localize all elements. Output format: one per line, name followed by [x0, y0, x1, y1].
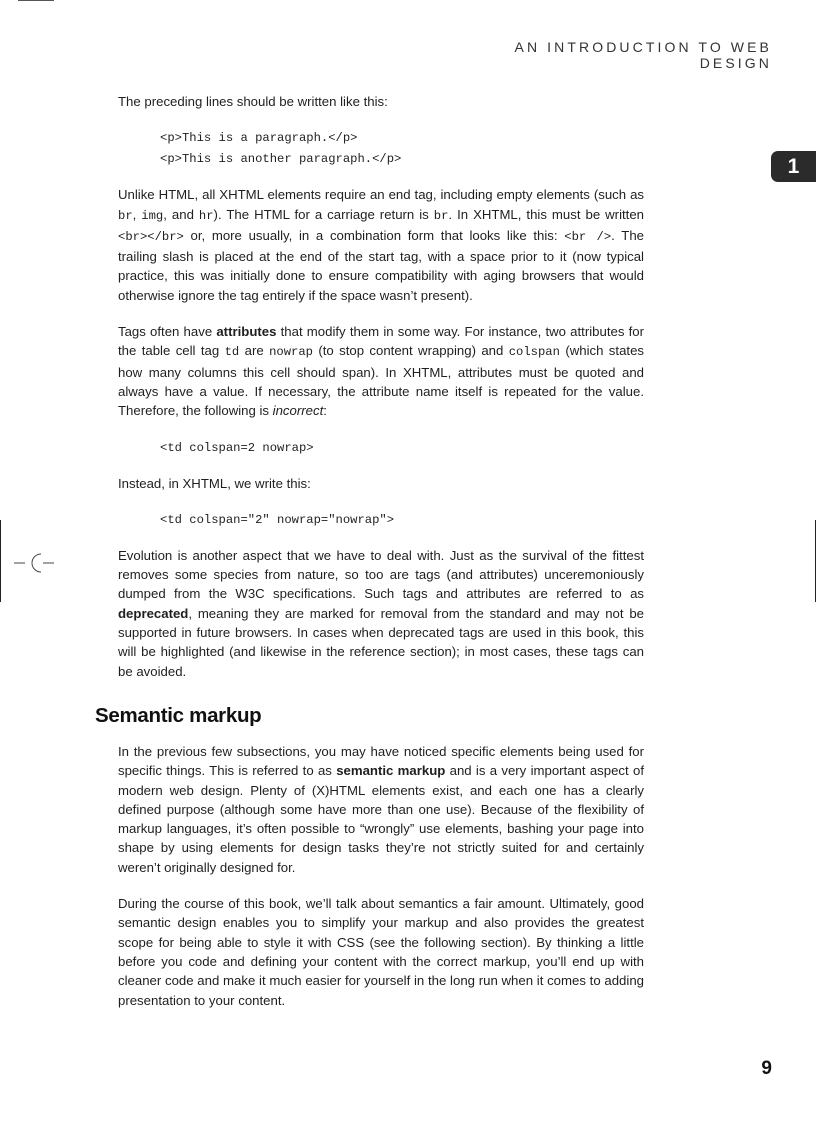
code-block-incorrect — [160, 438, 644, 459]
inline-code: br — [118, 208, 133, 223]
inline-code: td — [224, 345, 240, 360]
text-run: or, more usually, in a combination form that looks like this: — [183, 227, 565, 243]
code-block-correct — [160, 510, 644, 531]
text-run: (to stop content wrapping) and — [312, 343, 509, 359]
code-block-paragraphs — [160, 128, 644, 170]
inline-code: hr — [198, 208, 214, 223]
italic-term: incorrect — [272, 403, 324, 419]
inline-code: <br></br> — [118, 229, 184, 244]
paragraph-intro: The preceding lines should be written like this: — [118, 94, 388, 109]
margin-rule-left — [0, 520, 1, 602]
bold-term: semantic markup — [336, 763, 446, 779]
paragraph-instead: Instead, in XHTML, we write this: — [118, 475, 311, 491]
bold-term: deprecated — [118, 605, 189, 621]
code-line: <p>This is a paragraph.</p> — [160, 131, 358, 146]
code-line: <p>This is another paragraph.</p> — [160, 152, 402, 167]
text-run: , and — [163, 206, 199, 222]
bold-term: attributes — [216, 324, 277, 340]
inline-code: <br /> — [564, 229, 612, 244]
text-run: ). The HTML for a carriage return is — [213, 206, 434, 222]
text-run: . The trailing slash is placed at the end of the start tag, with a space prior to it (now typical practice, this was initially done to ensure compatibility with aging browsers that would otherwise ignore the tag entirely if the space wasn’t present). — [118, 227, 644, 303]
page-number: 9 — [761, 1058, 772, 1079]
chapter-tab: 1 — [771, 151, 816, 182]
text-run: Unlike HTML, all XHTML elements require an end tag, including empty elements (such as — [118, 187, 644, 203]
text-run: are — [239, 343, 270, 359]
text-run: that modify them in some way. For instance, two attributes for the table cell tag — [118, 324, 644, 359]
section-heading: Semantic markup — [95, 703, 262, 727]
crop-mark-top — [18, 0, 54, 1]
paragraph-end-tags — [118, 185, 644, 305]
paragraph-deprecated — [118, 546, 644, 681]
text-run: Evolution is another aspect that we have to deal with. Just as the survival of the fittest removes some species from nature, so too are tags (and attributes) unceremoniously dumped from the W3C specifications. Such tags and attributes are referred to as — [118, 547, 644, 602]
inline-code: colspan — [508, 345, 560, 360]
paragraph-attributes — [118, 322, 644, 420]
code-line: <td colspan="2" nowrap="nowrap"> — [160, 512, 395, 527]
text-run: and is a very important aspect of modern web design. Plenty of (X)HTML elements exist, and each one has a clearly defined purpose (although some have more than one use). Because of the flexibility of markup languages, it’s often possible to “wrongly” use elements, bashing your page into shape by using elements for design tasks they’re not strictly suited for and certainly weren’t originally designed for. — [118, 763, 644, 875]
running-head: AN INTRODUCTION TO WEB DESIGN — [514, 39, 772, 71]
text-run: , meaning they are marked for removal from the standard and may not be supported in future browsers. In cases when deprecated tags are used in this book, this will be highlighted (and likewise in the reference section); in most cases, these tags can be avoided. — [118, 605, 644, 679]
text-run: , — [132, 206, 142, 222]
page-body — [95, 92, 644, 1027]
paragraph-semantic-markup — [118, 742, 644, 877]
text-run: In the previous few subsections, you may have noticed specific elements being used for specific things. This is referred to as — [118, 743, 644, 779]
inline-code: br — [433, 208, 449, 223]
text-run: Tags often have — [118, 324, 217, 340]
registration-mark-icon — [14, 548, 54, 578]
text-run: : — [323, 403, 327, 419]
paragraph-semantics-benefits: During the course of this book, we’ll talk about semantics a fair amount. Ultimately, good semantic design enables you to simplify your markup and also provides the greatest scope for being able to style it with CSS (see the following section). By thinking a little before you code and defining your content with the correct markup, you’ll end up with cleaner code and make it much easier for yourself in the long run when it comes to adding presentation to your content. — [118, 896, 644, 1008]
text-run: . In XHTML, this must be written — [448, 206, 644, 222]
code-line: <td colspan=2 nowrap> — [160, 440, 314, 455]
text-run: (which states how many columns this cell should span). In XHTML, attributes must be quoted and always have a value. If necessary, the attribute name itself is repeated for the value. Therefore, the following is — [118, 343, 644, 419]
inline-code: img — [141, 208, 164, 223]
inline-code: nowrap — [269, 345, 313, 360]
